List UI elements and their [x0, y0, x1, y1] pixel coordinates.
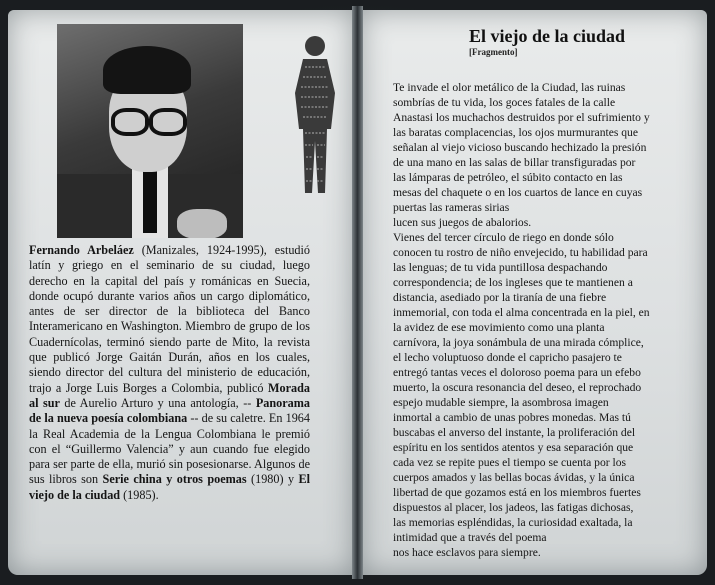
book-title-morada: Morada al sur: [29, 380, 310, 410]
poem-line: las lenguas; de tu vida puntillosa despachando: [393, 261, 608, 274]
poem-line: libertad de que gozamos está en los miembros fuertes: [393, 486, 641, 499]
poem-line: inmortal a cambio de unas pobres monedas. Mas tú: [393, 411, 631, 424]
bio-text-3: -- de su caletre. En 1964 la Real Academia de la Lengua Colombiana le premió con el “Guillermo Valencia” y aun cuando fue elegido para ser parte de ella, murió sin posesionarse. Algunos de sus libros son: [29, 411, 310, 487]
poem-subtitle: [Fragmento]: [469, 47, 518, 57]
poem-line: espejo mudable siempre, la asombrosa imagen: [393, 396, 609, 409]
poem-line: señalan al viejo vicioso buscando hechizado la presión: [393, 141, 647, 154]
poem-line: sombrías de tu vida, los goces fatales de la calle: [393, 96, 616, 109]
poem-line: entregó tantas veces el doloroso poema para un efebo: [393, 366, 641, 379]
poem-line: la avidez de ese movimiento como una planta: [393, 321, 605, 334]
poem-line: dispuestos al placer, los jadeos, las fatigas dichosas,: [393, 501, 634, 514]
poem-line: mesas del chaquete o en los cuartos de lance en cuyas: [393, 186, 643, 199]
poem-line: intimidad que a través del poema: [393, 531, 547, 544]
book-title-panorama: Panorama de la nueva poesía colombiana: [29, 395, 310, 426]
poem-line: Vienes del tercer círculo de riego en donde sólo: [393, 231, 614, 244]
poem-line: las memorias espléndidas, la curiosidad exaltada, la: [393, 516, 633, 529]
poem-line: cuerpos amados y las bellas bocas ávidas, y la única: [393, 471, 635, 484]
author-portrait: [57, 24, 243, 238]
book-title-viejo: El viejo de la ciudad: [29, 472, 310, 502]
text-silhouette-figure: [287, 33, 343, 195]
poem-line: inmemorial, con toda el alma concentrada en la piel, en: [393, 306, 650, 319]
poem-line: las baratas complacencias, los ojos murmurantes que: [393, 126, 639, 139]
poem-line: cada vez se repite pues el tiempo se cuenta por los: [393, 456, 627, 469]
bio-text-2: de Aurelio Arturo y una antología, --: [59, 395, 256, 410]
poem-title: El viejo de la ciudad: [469, 26, 626, 46]
poem-text: [393, 80, 683, 560]
poem-line: de una mano en las salas de billar transfiguradas por: [393, 156, 636, 169]
book-title-serie-china: Serie china y otros poemas: [102, 472, 247, 487]
poem-line: distancia, asediado por la tiranía de una fiebre: [393, 291, 607, 304]
author-name: Fernando Arbeláez: [29, 243, 134, 257]
poem-line: espíritu en los sentidos atentos y esa separación que: [393, 441, 634, 454]
poem-line: nos hace esclavos para siempre.: [393, 546, 541, 559]
poem-line: puertas las rameras sirias: [393, 201, 510, 214]
poem-line: carnívora, la joya sonámbula de una mirada cómplice,: [393, 336, 644, 349]
poem-line: buscabas el anverso del instante, la proliferación del: [393, 426, 636, 439]
poem-line: conocen tu rostro de niño envejecido, tu habilidad para: [393, 246, 648, 259]
book-spine: [352, 6, 363, 579]
poem-line: Anastasi los muchachos destruidos por el sufrimiento y: [393, 111, 650, 124]
bio-text-4: (1980) y: [246, 472, 299, 487]
poem-line: el lecho voluptuoso donde el capricho pasajero te: [393, 351, 622, 364]
bio-text-1: (Manizales, 1924-1995), estudió latín y griego en el seminario de su ciudad, luego derecho en la capital del país y románicas en Suecia, donde ocupó durante varios años un cargo diplomático, antes de ser director de la biblioteca del Banco Interamericano en Washington. Miembro de grupo de los Cuadernícolas, terminó siendo parte de Mito, la revista que publicó Jorge Gaitán Durán, años en los cuales, siendo director del cultura del ministerio de educación, trajo a Jorge Luis Borges a Colombia, publicó: [29, 243, 310, 395]
poem-line: Te invade el olor metálico de la Ciudad, las ruinas: [393, 81, 626, 94]
poem-line: las lámparas de petróleo, el súbito contacto en las: [393, 171, 623, 184]
poem-line: correspondencia; de los ingleses que te mantienen a: [393, 276, 633, 289]
poem-line: muerto, la oscura resonancia del deseo, el reprochado: [393, 381, 642, 394]
author-biography: [29, 243, 310, 503]
poem-line: lucen sus juegos de abalorios.: [393, 216, 532, 229]
bio-text-5: (1985).: [120, 487, 159, 502]
